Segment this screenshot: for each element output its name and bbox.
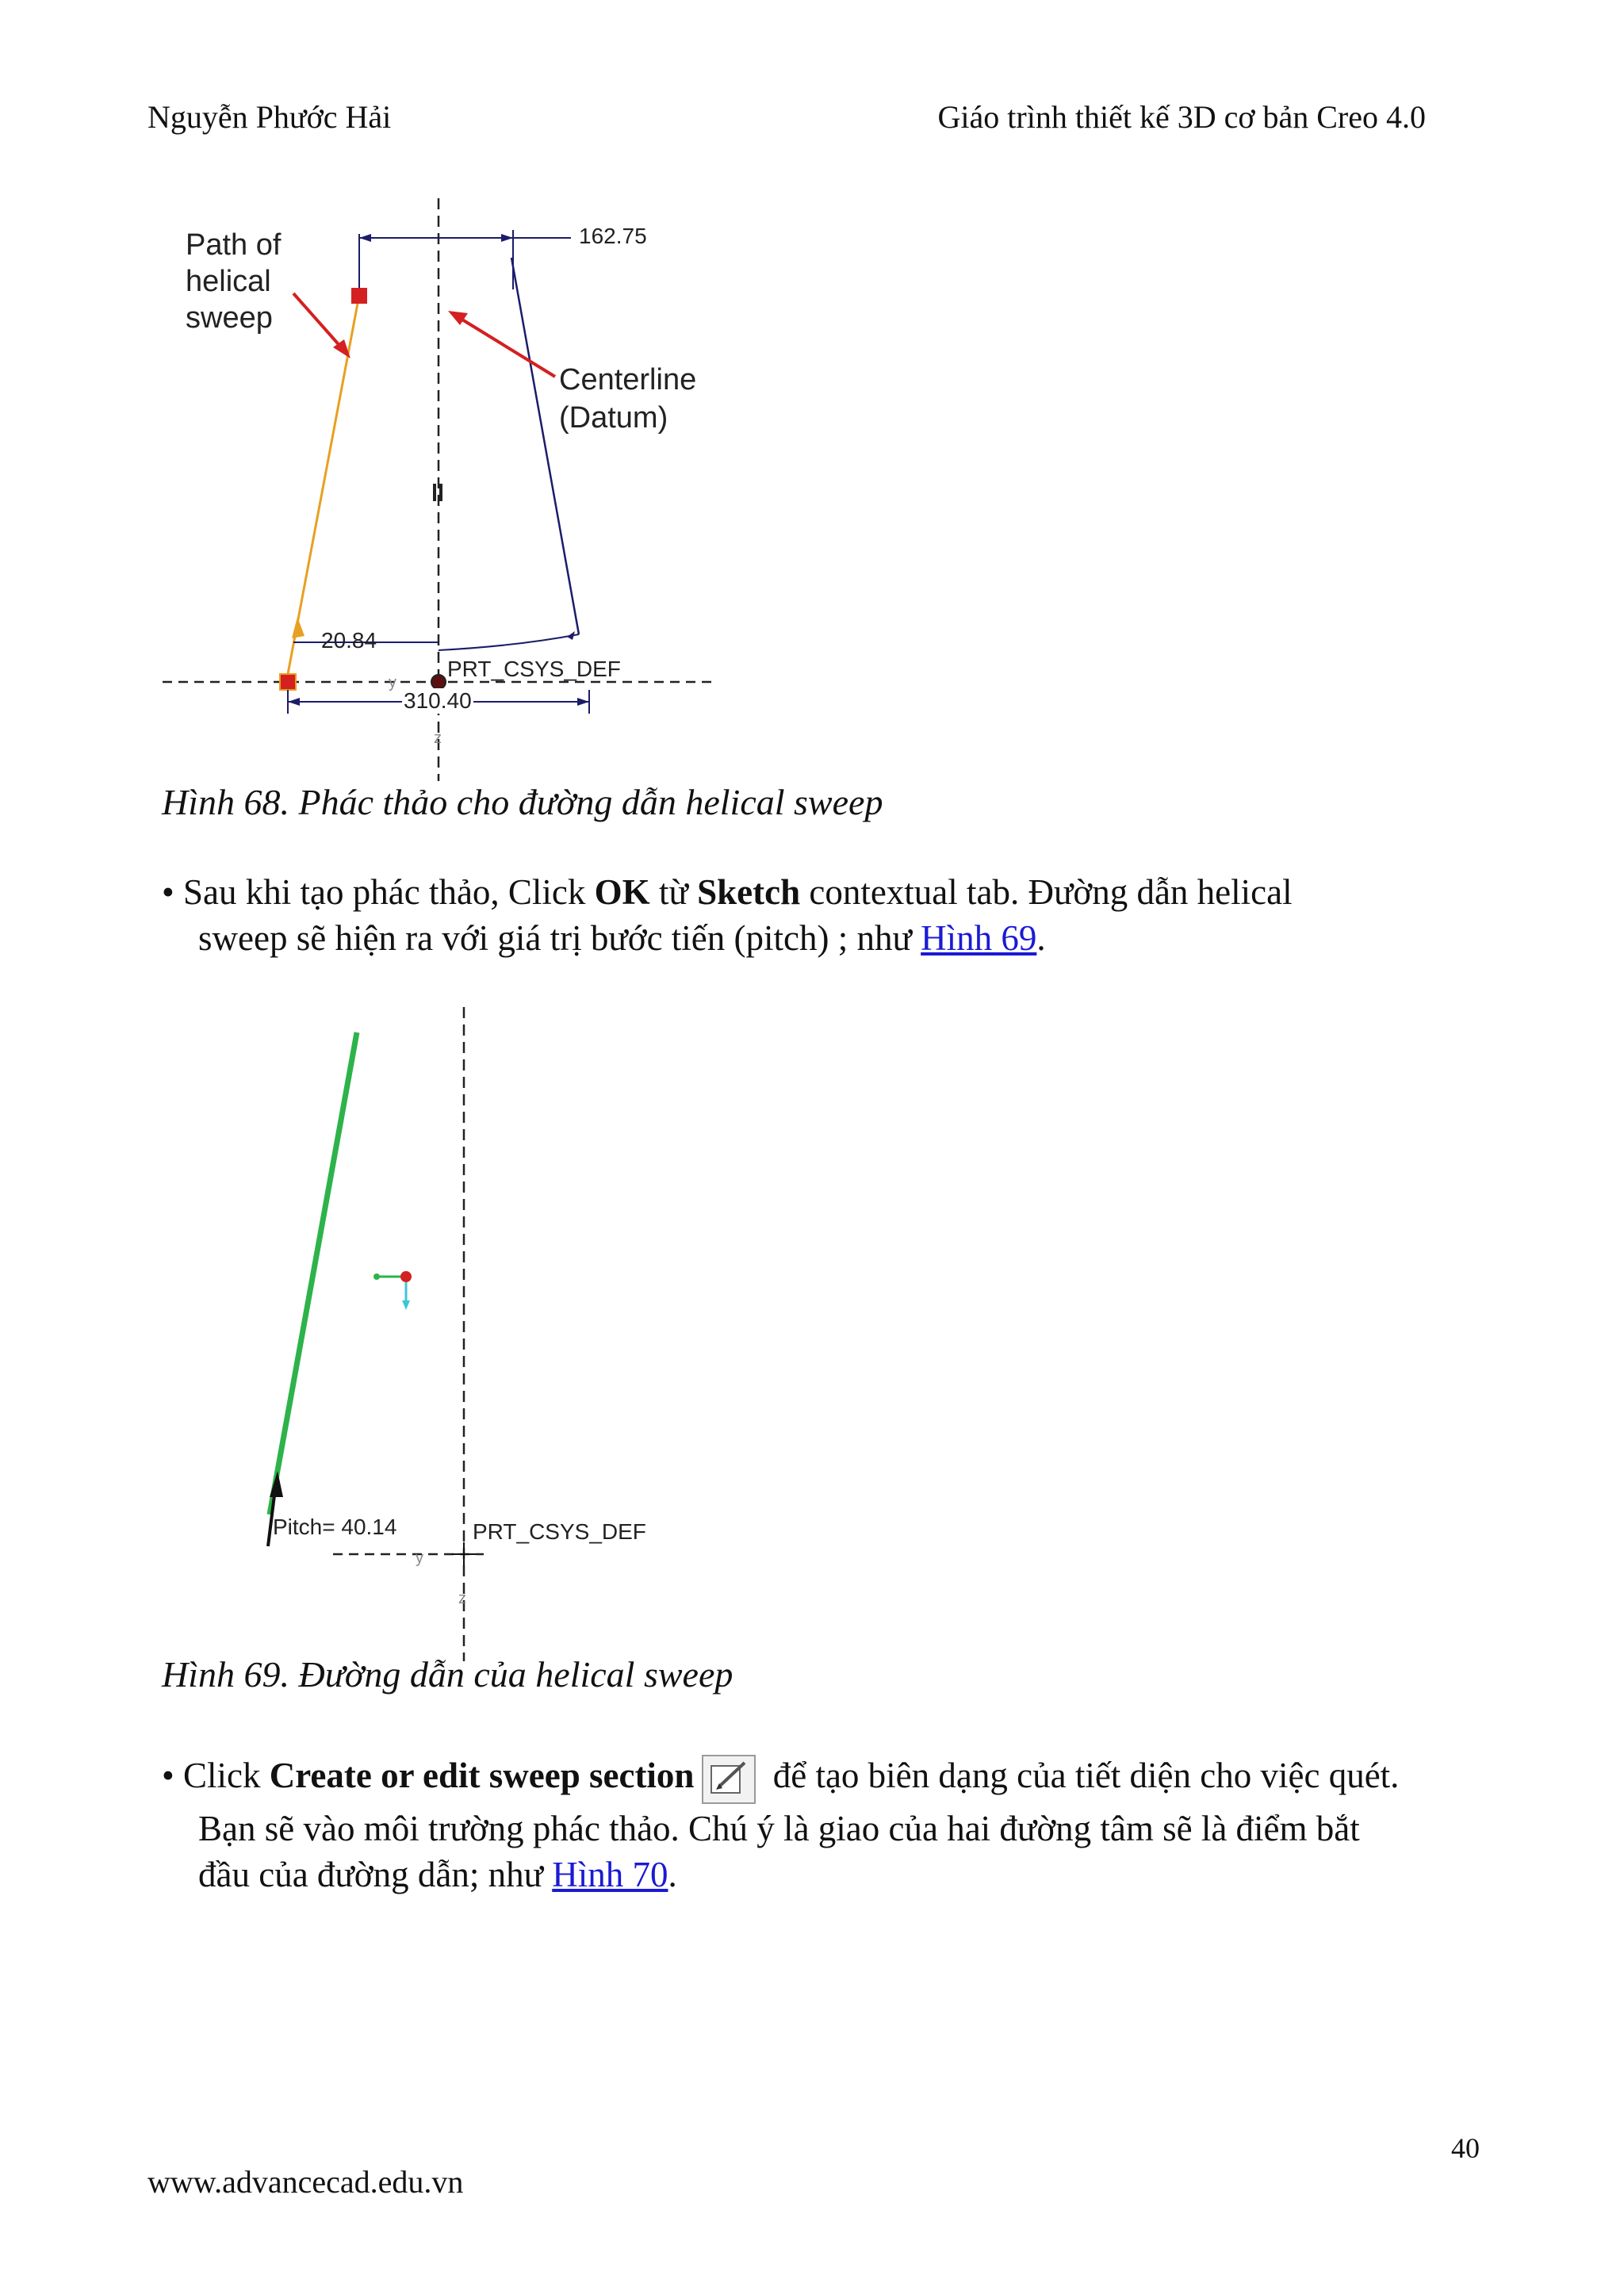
bullet: • <box>162 872 174 912</box>
para1-text-1: Sau khi tạo phác thảo, Click <box>183 872 595 912</box>
para1-sketch: Sketch <box>697 872 801 912</box>
para1-text-4: sweep sẽ hiện ra với giá trị bước tiến (pitch) ; như <box>198 918 921 958</box>
label-path-of: Path of <box>186 228 282 262</box>
figure-69-caption: Hình 69. Đường dẫn của helical sweep <box>162 1654 733 1695</box>
axis-z-label: z <box>434 730 442 747</box>
path-end-point-top <box>351 288 367 304</box>
sketch-line-right <box>511 258 579 634</box>
paragraph-2 <box>162 1752 1478 1898</box>
pitch-label: Pitch= 40.14 <box>273 1515 397 1539</box>
para2-text-5: . <box>668 1854 677 1894</box>
label-datum: (Datum) <box>559 401 668 435</box>
path-start-point <box>280 674 296 690</box>
dimension-20-84: 20.84 <box>321 628 377 653</box>
dimension-310-40: 310.40 <box>404 688 472 713</box>
para2-create-edit: Create or edit sweep section <box>269 1756 695 1795</box>
header-author: Nguyễn Phước Hải <box>147 99 392 135</box>
para1-text-3: contextual tab. Đường dẫn helical <box>800 872 1293 912</box>
para1-text-2: từ <box>649 872 698 912</box>
csys-origin <box>431 675 446 689</box>
path-annotation-arrow <box>293 293 343 349</box>
para2-line-2: Bạn sẽ vào môi trường phác thảo. Chú ý là giao của hai đường tâm sẽ là điểm bắt <box>198 1808 1360 1848</box>
label-centerline: Centerline <box>559 363 697 396</box>
csys-label: PRT_CSYS_DEF <box>447 657 621 681</box>
edit-sketch-icon[interactable] <box>700 1753 757 1806</box>
page-number: 40 <box>1451 2132 1480 2164</box>
axis-y-label: y <box>416 1549 423 1567</box>
para1-ok: OK <box>594 872 650 912</box>
paragraph-1 <box>162 869 1478 961</box>
para2-text-2: để tạo biên dạng của tiết diện cho việc quét. <box>764 1756 1400 1795</box>
figure-69-sketch <box>238 999 682 1665</box>
helix-path <box>270 1032 357 1515</box>
figure-68 <box>159 190 730 785</box>
para2-text-1: Click <box>183 1756 270 1795</box>
csys-point <box>400 1271 412 1282</box>
helical-path-line <box>288 295 359 674</box>
figure-69 <box>238 999 682 1665</box>
link-hinh-69[interactable]: Hình 69 <box>921 918 1037 958</box>
centerline-annotation-arrow <box>458 317 555 377</box>
label-sweep: sweep <box>186 301 273 335</box>
header-book-title: Giáo trình thiết kế 3D cơ bản Creo 4.0 <box>937 99 1426 135</box>
footer-website[interactable]: www.advancecad.edu.vn <box>147 2164 464 2200</box>
axis-y-label: y <box>389 674 396 691</box>
figure-68-caption: Hình 68. Phác thảo cho đường dẫn helical sweep <box>162 782 883 822</box>
axis-z-label: z <box>458 1590 466 1607</box>
bullet: • <box>162 1756 174 1795</box>
dimension-162-75: 162.75 <box>579 224 647 248</box>
para2-text-4: đầu của đường dẫn; như <box>198 1854 553 1894</box>
para1-text-5: . <box>1036 918 1046 958</box>
label-helical: helical <box>186 265 271 298</box>
csys-label: PRT_CSYS_DEF <box>473 1519 646 1544</box>
link-hinh-70[interactable]: Hình 70 <box>552 1854 668 1894</box>
